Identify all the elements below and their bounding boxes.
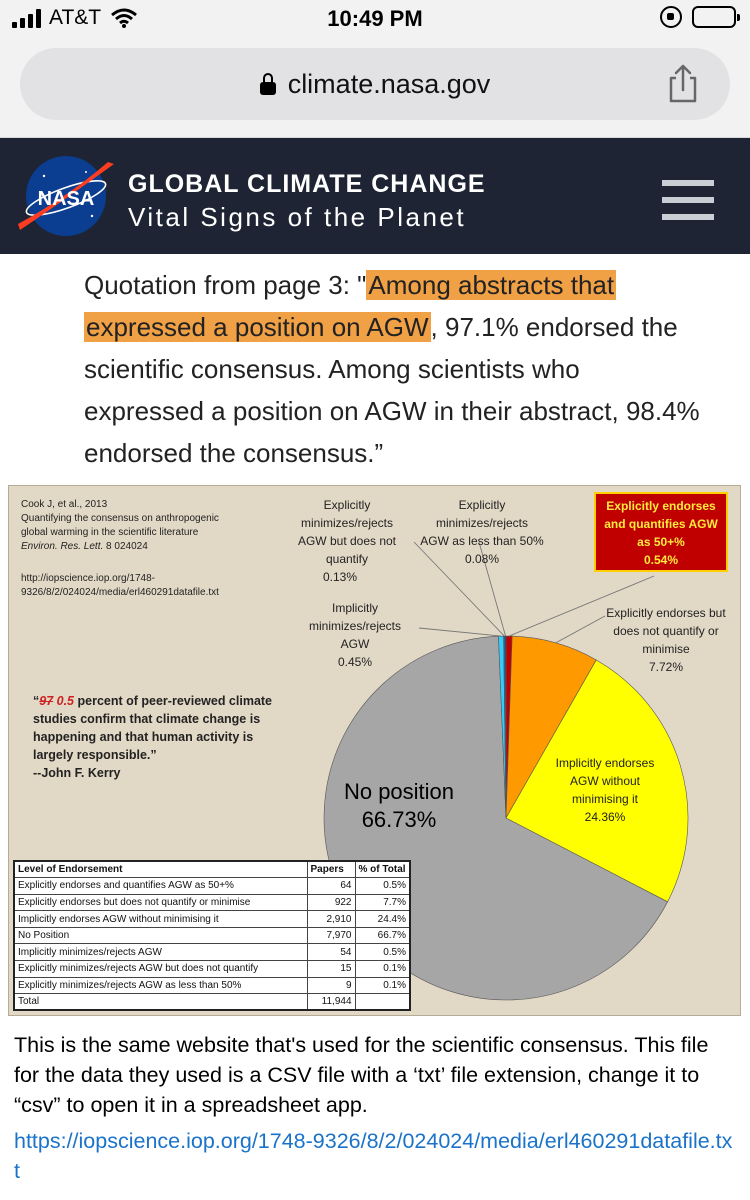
kerry-quote <box>33 692 283 782</box>
table-header: Level of Endorsement <box>14 861 307 878</box>
site-title[interactable]: GLOBAL CLIMATE CHANGE <box>128 170 486 198</box>
table-cell-percent <box>355 994 410 1011</box>
citation-line: Quantifying the consensus on anthropogenic <box>21 513 219 524</box>
pie-label-explicit-reject-noquant <box>287 496 407 586</box>
quote-prefix: Quotation from page 3: " <box>84 270 367 300</box>
citation-journal <box>21 540 219 554</box>
pie-label-line: Explicitly endorses but <box>606 606 726 620</box>
pie-label-line: minimizes/rejects <box>300 516 393 530</box>
table-cell-level: Explicitly endorses but does not quantify or minimise <box>14 894 307 911</box>
pie-label-line: Explicitly <box>458 498 506 512</box>
pie-label-value: 66.73% <box>361 807 437 832</box>
table-body <box>14 878 410 1011</box>
consensus-infographic <box>8 485 741 1016</box>
citation-line: Cook J, et al., 2013 <box>21 499 108 510</box>
table-cell-percent: 24.4% <box>355 911 410 928</box>
table-cell-level: Implicitly endorses AGW without minimising it <box>14 911 307 928</box>
address-content <box>20 48 730 120</box>
pie-label-line: does not quantify or <box>613 624 719 638</box>
pie-label-line: quantify <box>325 552 369 566</box>
journal-name: Environ. Res. Lett. <box>21 541 104 552</box>
table-header: Papers <box>307 861 355 878</box>
table-cell-percent: 0.5% <box>355 878 410 895</box>
pie-label-line: AGW but does not <box>297 534 397 548</box>
browser-toolbar <box>0 40 750 138</box>
post-text: This is the same website that's used for the scientific consensus. This file for the data they used is a CSV file with a ‘txt’ file extension, change it to “csv” to open it in a spreadsheet app. <box>14 1033 709 1117</box>
table-header: % of Total <box>355 861 410 878</box>
kerry-open-quote: “ <box>33 694 40 708</box>
table-cell-level: Explicitly endorses and quantifies AGW as 50+% <box>14 878 307 895</box>
pie-label-line: AGW without <box>569 774 641 788</box>
site-subtitle: Vital Signs of the Planet <box>128 202 467 232</box>
quote-suffix: , 97.1% endorsed the scientific consensus. Among scientists who expressed a position on AGW in their abstract, 98.4% endorsed the consensus.” <box>84 312 700 468</box>
citation <box>21 498 219 554</box>
pie-label-line: minimise <box>642 642 690 656</box>
pie-label-implicit-endorse <box>535 754 675 826</box>
nasa-logo-text: NASA <box>37 188 95 210</box>
table-cell-level: Explicitly minimizes/rejects AGW but does not quantify <box>14 961 307 978</box>
pie-label-value: 24.36% <box>584 810 626 824</box>
table-cell-percent: 0.1% <box>355 961 410 978</box>
table-row <box>14 911 410 928</box>
table-header-row <box>14 861 410 878</box>
table-row <box>14 977 410 994</box>
table-cell-papers: 922 <box>307 894 355 911</box>
kerry-corrected-number: 0.5 <box>53 694 75 708</box>
table-cell-papers: 2,910 <box>307 911 355 928</box>
kerry-struck-number: 97 <box>39 694 54 708</box>
battery-icon <box>692 6 736 28</box>
carrier-name: AT&T <box>49 6 102 29</box>
lock-icon <box>260 73 276 95</box>
status-right <box>660 6 736 28</box>
table-cell-level: No Position <box>14 927 307 944</box>
pie-label-value: 7.72% <box>648 660 684 674</box>
table-cell-percent: 0.1% <box>355 977 410 994</box>
clock: 10:49 PM <box>327 6 423 31</box>
pie-label-explicit-endorse <box>595 604 737 676</box>
pie-label-explicit-endorse-quant <box>594 492 728 572</box>
menu-icon[interactable] <box>662 180 714 220</box>
post-link[interactable]: https://iopscience.iop.org/1748-9326/8/2/024024/media/erl460291datafile.txt <box>14 1129 733 1183</box>
table-cell-percent: 66.7% <box>355 927 410 944</box>
table-cell-papers: 11,944 <box>307 994 355 1011</box>
pie-label-value: 0.13% <box>323 570 358 584</box>
pie-label-line: No position <box>343 779 455 804</box>
table-row <box>14 878 410 895</box>
pie-label-line: Implicitly <box>331 601 378 615</box>
pie-leader-line <box>419 628 501 636</box>
pie-label-value: 0.45% <box>337 655 373 669</box>
pie-label-no-position <box>329 778 469 834</box>
table-cell-level: Explicitly minimizes/rejects AGW as less than 50% <box>14 977 307 994</box>
table-cell-papers: 7,970 <box>307 927 355 944</box>
pie-label-line: Explicitly <box>323 498 371 512</box>
share-icon[interactable] <box>666 64 700 104</box>
citation-url-line: http://iopscience.iop.org/1748- <box>21 573 155 584</box>
table-row <box>14 994 410 1011</box>
table-cell-percent: 7.7% <box>355 894 410 911</box>
table-cell-percent: 0.5% <box>355 944 410 961</box>
table-row <box>14 944 410 961</box>
table-cell-level: Total <box>14 994 307 1011</box>
pie-label-line: minimizes/rejects <box>435 516 528 530</box>
pie-label-line: and quantifies AGW <box>604 517 718 531</box>
citation-line: global warming in the scientific literature <box>21 527 199 538</box>
citation-url-line: 9326/8/2/024024/media/erl460291datafile.txt <box>21 587 219 598</box>
kerry-attribution: --John F. Kerry <box>33 766 121 780</box>
status-bar <box>0 0 750 40</box>
table-row <box>14 894 410 911</box>
citation-url <box>21 572 281 600</box>
url-text[interactable]: climate.nasa.gov <box>287 68 491 99</box>
pie-label-explicit-reject-lt50 <box>411 496 553 568</box>
kerry-quote-text: percent of peer-reviewed climate studies confirm that climate change is happening and that human activity is largely responsible.” <box>33 694 273 762</box>
table-cell-papers: 54 <box>307 944 355 961</box>
table-cell-papers: 15 <box>307 961 355 978</box>
pie-label-line: AGW as less than 50% <box>420 534 544 548</box>
quote-paragraph <box>84 264 704 474</box>
endorsement-table <box>13 860 411 1011</box>
site-header <box>0 138 750 254</box>
quote-highlight-1: Among abstracts that <box>368 270 615 300</box>
pie-label-value: 0.08% <box>464 552 500 566</box>
quote-highlight-2: expressed a position on AGW <box>86 312 429 342</box>
pie-label-implicit-reject <box>299 599 411 671</box>
pie-label-value: 0.54% <box>643 553 679 567</box>
rotation-lock-icon <box>660 6 682 28</box>
nasa-logo-icon[interactable] <box>16 154 116 238</box>
table-cell-papers: 9 <box>307 977 355 994</box>
table-row <box>14 927 410 944</box>
pie-label-line: Implicitly endorses <box>555 756 655 770</box>
pie-label-line: minimizes/rejects <box>308 619 401 633</box>
journal-ref: 8 024024 <box>103 541 148 552</box>
pie-label-line: minimising it <box>571 792 638 806</box>
pie-label-line: Explicitly endorses <box>606 499 716 513</box>
address-bar[interactable] <box>20 48 730 120</box>
table-cell-papers: 64 <box>307 878 355 895</box>
pie-label-line: as 50+% <box>637 535 685 549</box>
table-cell-level: Implicitly minimizes/rejects AGW <box>14 944 307 961</box>
pie-label-line: AGW <box>340 637 370 651</box>
table-row <box>14 961 410 978</box>
